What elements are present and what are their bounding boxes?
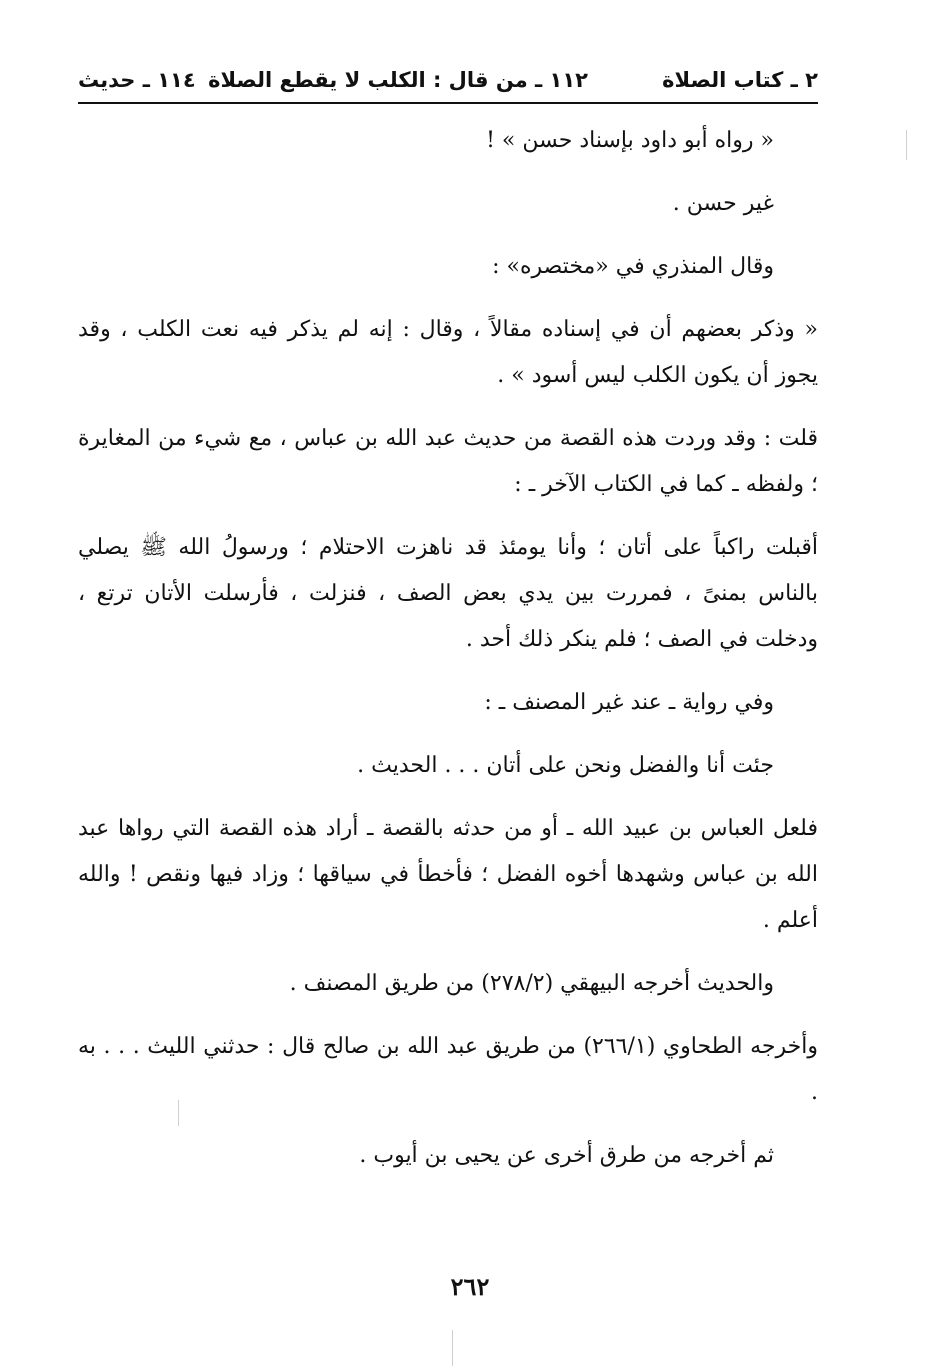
header-chapter: ٢ ـ كتاب الصلاة [662,68,818,92]
paragraph: وأخرجه الطحاوي (٢٦٦/١) من طريق عبد الله بن صالح قال : حدثني الليث . . . به . [78,1034,818,1105]
paragraph: فلعل العباس بن عبيد الله ـ أو من حدثه بالقصة ـ أراد هذه القصة التي رواها عبد الله بن عباس وشهدها أخوه الفضل ؛ فأخطأ في سياقها ؛ وزاد فيها ونقص ! والله أعلم . [78,816,818,933]
header-section: ١١٢ ـ من قال : الكلب لا يقطع الصلاة [208,68,588,92]
paragraph: والحديث أخرجه البيهقي (٢٧٨/٢) من طريق المصنف . [289,971,774,996]
page-body [78,118,818,1196]
paragraph: وفي رواية ـ عند غير المصنف ـ : [484,690,774,715]
paragraph: جئت أنا والفضل ونحن على أتان . . . الحديث . [357,753,774,778]
scan-edge-mark [452,1330,453,1366]
page-number: ٢٦٢ [450,1272,490,1301]
paragraph: وقال المنذري في «مختصره» : [492,254,774,279]
scan-edge-mark [178,1100,179,1126]
paragraph: « رواه أبو داود بإسناد حسن » ! [486,128,774,153]
running-header [78,62,818,104]
header-hadith-number: ١١٤ ـ حديث [78,68,196,92]
paragraph: غير حسن . [672,191,774,216]
scan-edge-mark [906,130,907,160]
paragraph: « وذكر بعضهم أن في إسناده مقالاً ، وقال : إنه لم يذكر فيه نعت الكلب ، وقد يجوز أن يكون الكلب ليس أسود » . [78,317,818,388]
paragraph: قلت : وقد وردت هذه القصة من حديث عبد الله بن عباس ، مع شيء من المغايرة ؛ ولفظه ـ كما في الكتاب الآخر ـ : [78,426,818,497]
paragraph: ثم أخرجه من طرق أخرى عن يحيى بن أيوب . [359,1143,774,1168]
paragraph: أقبلت راكباً على أتان ؛ وأنا يومئذ قد ناهزت الاحتلام ؛ ورسولُ الله ﷺ يصلي بالناس بمنىً ، فمررت بين يدي بعض الصف ، فنزلت ، فأرسلت الأتان ترتع ، ودخلت في الصف ؛ فلم ينكر ذلك أحد . [78,535,818,652]
